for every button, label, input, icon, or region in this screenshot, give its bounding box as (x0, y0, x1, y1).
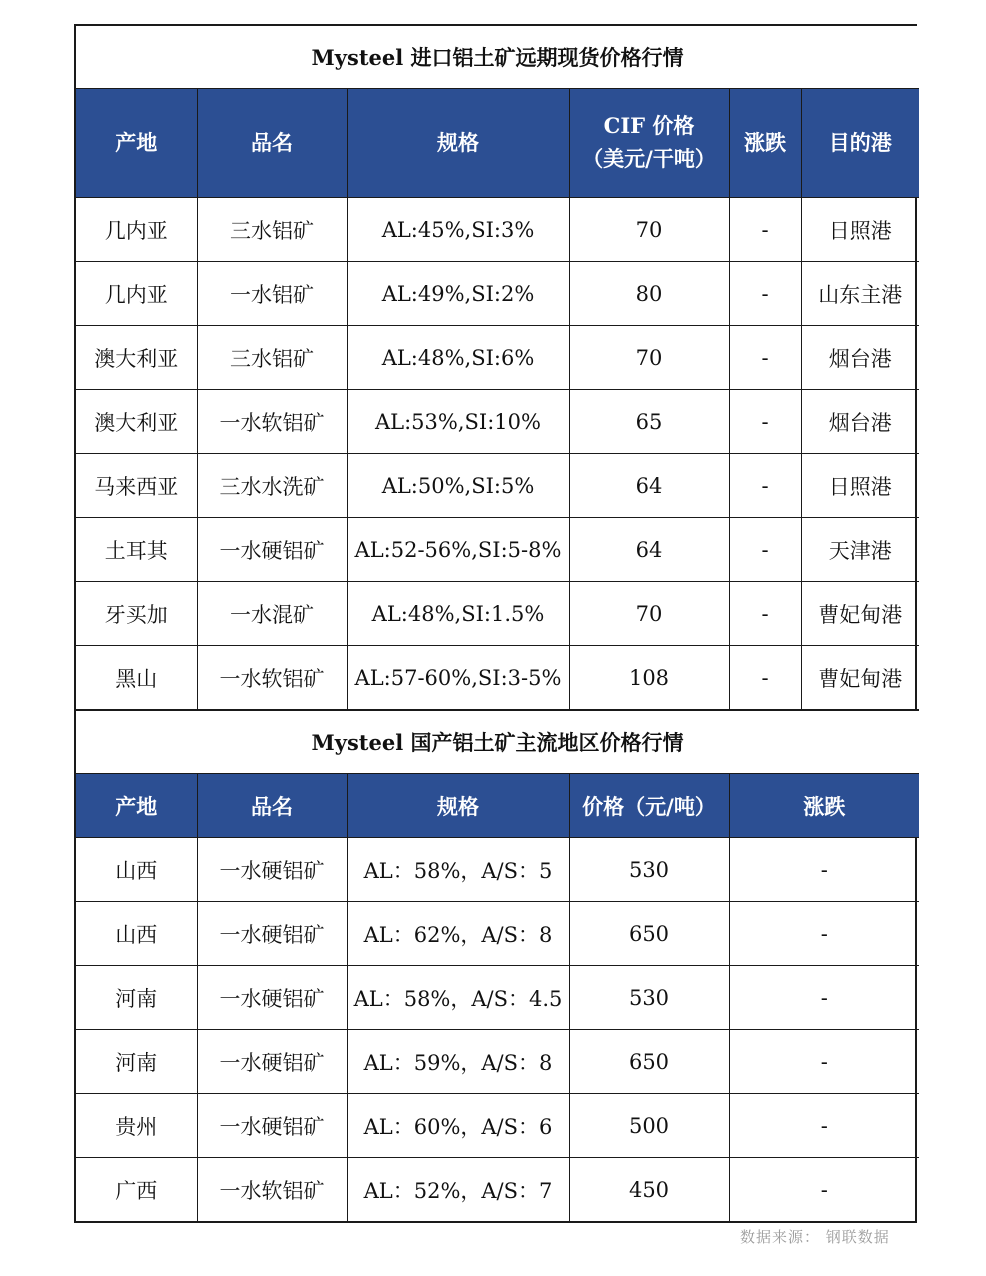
table-row (76, 326, 919, 390)
cell-origin: 牙买加 (76, 582, 197, 646)
header-spec: 规格 (347, 89, 569, 198)
cell-product: 一水硬铝矿 (197, 518, 347, 582)
cell-change: - (729, 902, 919, 966)
table-row (76, 518, 919, 582)
cell-product: 一水硬铝矿 (197, 1094, 347, 1158)
cell-product: 一水硬铝矿 (197, 838, 347, 902)
table-row (76, 454, 919, 518)
table-row (76, 646, 919, 710)
cell-price: 530 (569, 838, 729, 902)
table-row (76, 1158, 919, 1222)
cell-change: - (729, 262, 801, 326)
cell-product: 一水硬铝矿 (197, 966, 347, 1030)
cell-origin: 贵州 (76, 1094, 197, 1158)
domestic-table-header (76, 774, 919, 838)
cell-product: 一水软铝矿 (197, 646, 347, 710)
import-table-title: Mysteel 进口铝土矿远期现货价格行情 (76, 26, 919, 89)
cell-change: - (729, 1158, 919, 1222)
cell-change: - (729, 1094, 919, 1158)
import-table-header (76, 89, 919, 198)
cell-origin: 河南 (76, 1030, 197, 1094)
cell-price: 450 (569, 1158, 729, 1222)
cell-price: 500 (569, 1094, 729, 1158)
import-price-table (76, 26, 919, 710)
cell-origin: 澳大利亚 (76, 326, 197, 390)
cell-origin: 山西 (76, 838, 197, 902)
cell-origin: 山西 (76, 902, 197, 966)
cell-change: - (729, 646, 801, 710)
cell-spec: AL:53%,SI:10% (347, 390, 569, 454)
header-price: 价格（元/吨） (569, 774, 729, 838)
cell-product: 一水硬铝矿 (197, 902, 347, 966)
header-cif-price-line1: CIF 价格 (603, 113, 695, 139)
header-port: 目的港 (801, 89, 919, 198)
cell-origin: 河南 (76, 966, 197, 1030)
cell-price: 65 (569, 390, 729, 454)
header-product: 品名 (197, 89, 347, 198)
cell-port: 日照港 (801, 454, 919, 518)
header-cif-price-unit: （美元/干吨） (582, 146, 716, 171)
cell-spec: AL:48%,SI:1.5% (347, 582, 569, 646)
data-source-note: 数据来源： 钢联数据 (740, 1228, 890, 1246)
cell-change: - (729, 966, 919, 1030)
cell-spec: AL:49%,SI:2% (347, 262, 569, 326)
cell-spec: AL:48%,SI:6% (347, 326, 569, 390)
cell-origin: 土耳其 (76, 518, 197, 582)
header-origin: 产地 (76, 89, 197, 198)
cell-spec: AL：59%，A/S：8 (347, 1030, 569, 1094)
header-spec: 规格 (347, 774, 569, 838)
cell-change: - (729, 838, 919, 902)
cell-port: 日照港 (801, 198, 919, 262)
table-row (76, 582, 919, 646)
cell-price: 64 (569, 518, 729, 582)
cell-price: 530 (569, 966, 729, 1030)
cell-change: - (729, 454, 801, 518)
cell-price: 650 (569, 902, 729, 966)
cell-origin: 马来西亚 (76, 454, 197, 518)
table-row (76, 198, 919, 262)
cell-change: - (729, 198, 801, 262)
cell-change: - (729, 326, 801, 390)
cell-port: 曹妃甸港 (801, 646, 919, 710)
price-report (74, 24, 917, 1223)
cell-product: 一水铝矿 (197, 262, 347, 326)
cell-origin: 澳大利亚 (76, 390, 197, 454)
cell-price: 70 (569, 582, 729, 646)
cell-origin: 广西 (76, 1158, 197, 1222)
cell-price: 650 (569, 1030, 729, 1094)
table-row (76, 1094, 919, 1158)
table-row (76, 390, 919, 454)
cell-port: 山东主港 (801, 262, 919, 326)
header-change: 涨跌 (729, 89, 801, 198)
cell-product: 一水软铝矿 (197, 1158, 347, 1222)
cell-change: - (729, 390, 801, 454)
table-row (76, 1030, 919, 1094)
cell-change: - (729, 582, 801, 646)
cell-spec: AL:50%,SI:5% (347, 454, 569, 518)
cell-port: 曹妃甸港 (801, 582, 919, 646)
cell-price: 80 (569, 262, 729, 326)
header-change: 涨跌 (729, 774, 919, 838)
header-product: 品名 (197, 774, 347, 838)
domestic-price-table (76, 710, 919, 1221)
header-cif-price (569, 89, 729, 198)
cell-spec: AL:52-56%,SI:5-8% (347, 518, 569, 582)
cell-origin: 几内亚 (76, 198, 197, 262)
cell-product: 一水混矿 (197, 582, 347, 646)
cell-spec: AL:57-60%,SI:3-5% (347, 646, 569, 710)
cell-spec: AL：60%，A/S：6 (347, 1094, 569, 1158)
table-row (76, 966, 919, 1030)
cell-port: 烟台港 (801, 390, 919, 454)
cell-spec: AL:45%,SI:3% (347, 198, 569, 262)
cell-product: 一水软铝矿 (197, 390, 347, 454)
domestic-table-title: Mysteel 国产铝土矿主流地区价格行情 (76, 711, 919, 774)
cell-change: - (729, 518, 801, 582)
cell-product: 三水铝矿 (197, 198, 347, 262)
cell-spec: AL：62%，A/S：8 (347, 902, 569, 966)
cell-product: 三水铝矿 (197, 326, 347, 390)
cell-product: 三水水洗矿 (197, 454, 347, 518)
table-row (76, 262, 919, 326)
cell-price: 108 (569, 646, 729, 710)
header-origin: 产地 (76, 774, 197, 838)
cell-spec: AL：52%，A/S：7 (347, 1158, 569, 1222)
cell-price: 64 (569, 454, 729, 518)
cell-port: 天津港 (801, 518, 919, 582)
cell-price: 70 (569, 198, 729, 262)
cell-port: 烟台港 (801, 326, 919, 390)
cell-spec: AL：58%，A/S：4.5 (347, 966, 569, 1030)
cell-change: - (729, 1030, 919, 1094)
table-row (76, 838, 919, 902)
cell-price: 70 (569, 326, 729, 390)
table-row (76, 902, 919, 966)
cell-product: 一水硬铝矿 (197, 1030, 347, 1094)
cell-origin: 黑山 (76, 646, 197, 710)
cell-spec: AL：58%，A/S：5 (347, 838, 569, 902)
cell-origin: 几内亚 (76, 262, 197, 326)
